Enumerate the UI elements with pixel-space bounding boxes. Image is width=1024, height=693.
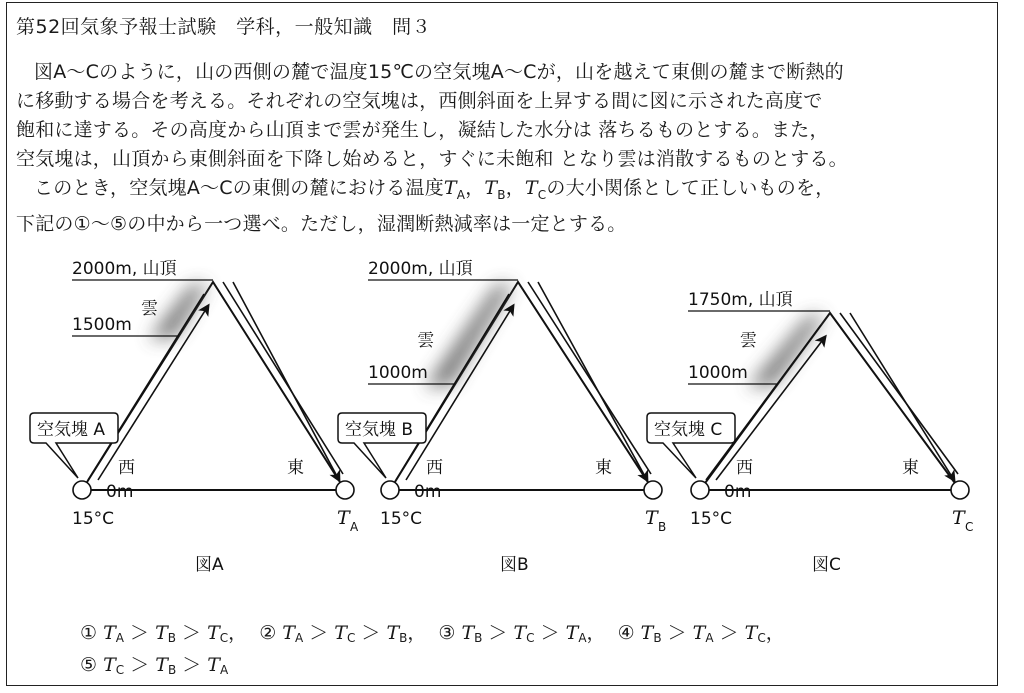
temp-subscript: A xyxy=(705,631,714,645)
parcel-east-circle xyxy=(336,481,354,499)
summit-label: 1750m, 山頂 xyxy=(688,290,793,310)
temp-symbol: T xyxy=(103,622,116,644)
answer-choices xyxy=(80,620,797,684)
greater-than: ＞ xyxy=(176,622,208,644)
temp-symbol: T xyxy=(207,622,220,644)
problem-line: 空気塊は，山頂から東側斜面を下降し始めると，すぐに未飽和 となり雲は消散するものとする。 xyxy=(16,148,848,170)
choice-number: ⑤ xyxy=(80,654,104,676)
temp-subscript: C xyxy=(346,631,356,645)
temp-symbol: T xyxy=(484,177,498,199)
figure-caption: 図B xyxy=(500,555,529,575)
base-altitude-label: 0m xyxy=(724,482,752,502)
cloud-label: 雲 xyxy=(140,299,158,319)
separator: ， xyxy=(228,622,248,644)
temp-subscript: C xyxy=(219,631,229,645)
greater-than: ＞ xyxy=(661,622,693,644)
temp-symbol: T xyxy=(155,654,168,676)
problem-line-part: このとき，空気塊A～Cの東側の麓における温度 xyxy=(34,177,444,199)
base-altitude-label: 0m xyxy=(106,482,134,502)
greater-than: ＞ xyxy=(303,622,335,644)
greater-than: ＞ xyxy=(482,622,514,644)
temp-symbol: T xyxy=(443,177,457,199)
cloud-label: 雲 xyxy=(739,331,757,351)
greater-than: ＞ xyxy=(713,622,745,644)
west-label: 西 xyxy=(736,458,753,478)
temp-symbol: T xyxy=(640,622,654,644)
parcel-east-circle xyxy=(644,481,662,499)
choice-number: ③ xyxy=(438,622,462,644)
separator: ， xyxy=(765,622,785,644)
temp-symbol: T xyxy=(513,622,527,644)
temp-subscript: A xyxy=(456,187,466,202)
problem-line: に移動する場合を考える。それぞれの空気塊は，西側斜面を上昇する間に図に示された高度で xyxy=(16,90,823,112)
cloud-shading xyxy=(748,315,824,388)
temp-symbol: T xyxy=(103,654,116,676)
temp-subscript: B xyxy=(497,187,506,202)
choice-number: ④ xyxy=(617,622,641,644)
figure-c xyxy=(647,290,973,575)
figure-caption: 図C xyxy=(812,555,841,575)
temp-symbol: T xyxy=(461,622,475,644)
descent-arrow-line xyxy=(840,313,958,474)
page-title: 第52回気象予報士試験 学科，一般知識 問３ xyxy=(16,16,432,38)
cloud-shading xyxy=(425,284,512,388)
temp-subscript: A xyxy=(294,631,304,645)
greater-than: ＞ xyxy=(124,654,156,676)
summit-label: 2000m, 山頂 xyxy=(72,259,177,279)
temp-subscript: B xyxy=(167,631,176,645)
problem-line-part: の大小関係として正しいものを， xyxy=(546,177,835,199)
temp-symbol: T xyxy=(565,622,579,644)
cloud-label: 雲 xyxy=(417,331,435,351)
separator: ， xyxy=(586,622,606,644)
parcel-east-circle xyxy=(951,481,969,499)
ascent-arrow xyxy=(716,337,825,480)
parcel-west-circle xyxy=(691,481,709,499)
temp-subscript: B xyxy=(399,631,408,645)
choices-row-1 xyxy=(80,620,797,652)
temp-symbol: T xyxy=(744,622,758,644)
answer-choice xyxy=(618,622,785,644)
descent-arrow-line xyxy=(223,282,343,474)
separator: ， xyxy=(465,177,485,199)
descent-arrow-line xyxy=(528,282,651,474)
separator: ， xyxy=(505,177,525,199)
temp-subscript: B xyxy=(167,663,177,677)
west-temp-label: 15°C xyxy=(72,509,115,529)
east-temp-subscript: B xyxy=(658,520,667,534)
east-temp-subscript: C xyxy=(965,520,974,534)
west-temp-label: 15°C xyxy=(380,509,423,529)
parcel-west-circle xyxy=(73,481,91,499)
descent-arrow xyxy=(233,282,339,480)
summit-label: 2000m, 山頂 xyxy=(368,259,473,279)
descent-arrow xyxy=(538,282,647,480)
west-temp-label: 15°C xyxy=(690,509,733,529)
east-temp-symbol: T xyxy=(337,507,350,529)
answer-choice xyxy=(259,622,426,644)
greater-than: ＞ xyxy=(176,654,208,676)
east-temp-symbol: T xyxy=(645,507,658,529)
answer-choice xyxy=(80,622,247,644)
base-altitude-label: 0m xyxy=(414,482,442,502)
cloud-base-label: 1000m xyxy=(688,363,748,383)
ascent-arrow-line xyxy=(706,325,821,480)
answer-choice xyxy=(80,654,228,676)
temp-symbol: T xyxy=(386,622,400,644)
choice-number: ① xyxy=(80,622,104,644)
figure-caption: 図A xyxy=(195,555,224,575)
temp-subscript: C xyxy=(757,631,766,645)
temp-subscript: B xyxy=(653,631,662,645)
cloud-base-label: 1500m xyxy=(72,315,132,335)
problem-line: 下記の①～⑤の中から一つ選べ。ただし，湿潤断熱減率は一定とする。 xyxy=(16,212,627,235)
east-label: 東 xyxy=(287,458,304,478)
temp-symbol: T xyxy=(524,177,538,199)
parcel-label: 空気塊 C xyxy=(654,420,723,440)
figure-a xyxy=(30,259,359,575)
temp-subscript: C xyxy=(115,663,125,677)
east-temp-symbol: T xyxy=(952,507,965,529)
problem-line: 飽和に達する。その高度から山頂まで雲が発生し，凝結した水分は 落ちるものとする。また， xyxy=(16,119,829,141)
temp-symbol: T xyxy=(334,622,347,644)
west-label: 西 xyxy=(426,458,443,478)
temp-symbol: T xyxy=(155,622,168,644)
cloud-base-label: 1000m xyxy=(368,363,428,383)
parcel-label: 空気塊 B xyxy=(345,420,414,440)
temp-subscript: B xyxy=(474,631,483,645)
east-label: 東 xyxy=(902,458,919,478)
east-label: 東 xyxy=(595,458,612,478)
choice-number: ② xyxy=(259,622,283,644)
temp-subscript: C xyxy=(537,187,547,202)
separator: ， xyxy=(407,622,427,644)
answer-choice xyxy=(438,622,605,644)
parcel-west-circle xyxy=(381,481,399,499)
greater-than: ＞ xyxy=(123,622,156,644)
temp-symbol: T xyxy=(207,654,220,676)
west-label: 西 xyxy=(118,458,135,478)
temp-subscript: A xyxy=(219,663,229,677)
temp-subscript: C xyxy=(526,631,535,645)
problem-line: 図A～Cのように，山の西側の麓で温度15℃の空気塊A～Cが，山を越えて東側の麓まで断熱的 xyxy=(34,61,844,83)
temp-subscript: A xyxy=(578,631,587,645)
figure-b xyxy=(338,259,666,575)
choices-row-2 xyxy=(80,652,797,684)
greater-than: ＞ xyxy=(355,622,387,644)
east-temp-subscript: A xyxy=(350,520,359,534)
parcel-label: 空気塊 A xyxy=(37,420,106,440)
temp-symbol: T xyxy=(692,622,706,644)
temp-symbol: T xyxy=(282,622,295,644)
greater-than: ＞ xyxy=(534,622,566,644)
ascent-arrow-line xyxy=(396,294,509,480)
temp-subscript: A xyxy=(115,631,124,645)
descent-arrow xyxy=(850,313,954,480)
